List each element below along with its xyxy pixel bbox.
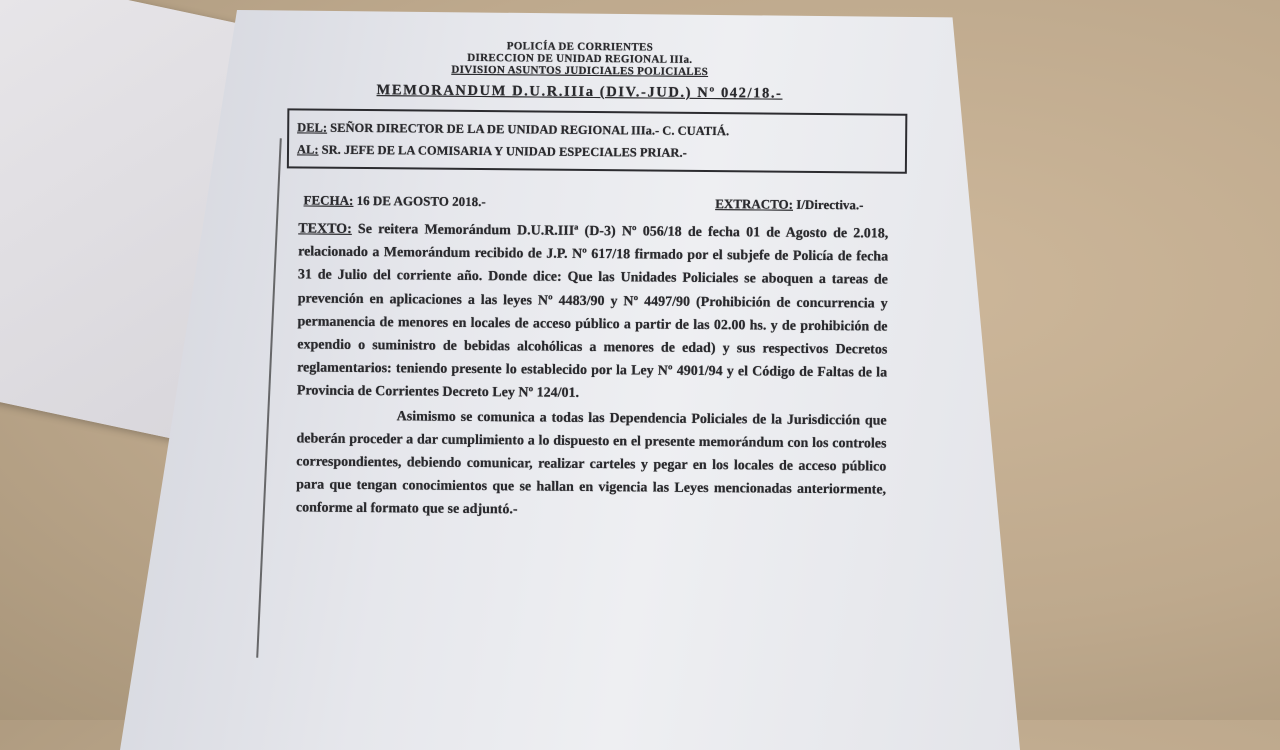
letterhead-line-2: DIRECCION DE UNIDAD REGIONAL IIIa. bbox=[467, 51, 693, 66]
date-extract-line bbox=[304, 192, 864, 213]
extract-value: I/Directiva.- bbox=[792, 196, 864, 213]
to-text: SR. JEFE DE LA COMISARIA Y UNIDAD ESPECIALES PRIAR.- bbox=[318, 142, 687, 160]
text-label: TEXTO: bbox=[298, 221, 352, 237]
date-label: FECHA: bbox=[303, 192, 354, 208]
memorandum-document bbox=[246, 38, 910, 525]
to-label: AL: bbox=[296, 142, 319, 157]
from-text: SEÑOR DIRECTOR DE LA DE UNIDAD REGIONAL IIIa.- C. CUATIÁ. bbox=[327, 120, 730, 139]
from-label: DEL: bbox=[297, 120, 328, 135]
body-paragraph-2: Asimismo se comunica a todas las Dependencia Policiales de la Jurisdicción que deberán proceder a dar cumplimiento a lo dispuesto en el presente memorándum con los controles correspondientes, debiendo comunicar, realizar carteles y pegar en los locales de acceso público para que tengan conocimientos que se hallan en vigencia las Leyes mencionadas anteriormente, conforme al formato que se adjuntó.- bbox=[295, 408, 887, 518]
memo-body bbox=[296, 217, 889, 525]
extract-label: EXTRACTO: bbox=[715, 196, 794, 212]
date-field bbox=[304, 192, 486, 210]
extract-field bbox=[715, 196, 863, 213]
date-value: 16 DE AGOSTO 2018.- bbox=[353, 192, 486, 210]
letterhead-line-3: DIVISION ASUNTOS JUDICIALES POLICIALES bbox=[451, 63, 709, 78]
addressee-box bbox=[287, 108, 908, 173]
body-paragraph-1 bbox=[297, 217, 889, 408]
letterhead bbox=[250, 38, 910, 80]
letterhead-line-1: POLICÍA DE CORRIENTES bbox=[506, 40, 654, 54]
paragraph-1-text: Se reitera Memorándum D.U.R.IIIª (D-3) Nº 056/18 de fecha 01 de Agosto de 2.018, relacionado a Memorándum recibido de J.P. Nº 617/18 firmado por el subjefe de Policía de fecha 31 de Julio del corriente año. Donde dice: Que las Unidades Policiales se aboquen a tareas de prevención en aplicaciones a las leyes Nº 4483/90 y Nº 4497/90 (Prohibición de concurrencia y permanencia de menores en locales de acceso público a partir de las 02.00 hs. y de prohibición de expendio o suministro de bebidas alcohólicas a menores de edad) y sus respectivos Decretos reglamentarios: teniendo presente lo establecido por la Ley Nº 4901/94 y el Código de Faltas de la Provincia de Corrientes Decreto Ley Nº 124/01. bbox=[296, 221, 889, 402]
to-line bbox=[297, 142, 897, 169]
memo-title: MEMORANDUM D.U.R.IIIa (DIV.-JUD.) Nº 042/18.- bbox=[376, 82, 783, 102]
